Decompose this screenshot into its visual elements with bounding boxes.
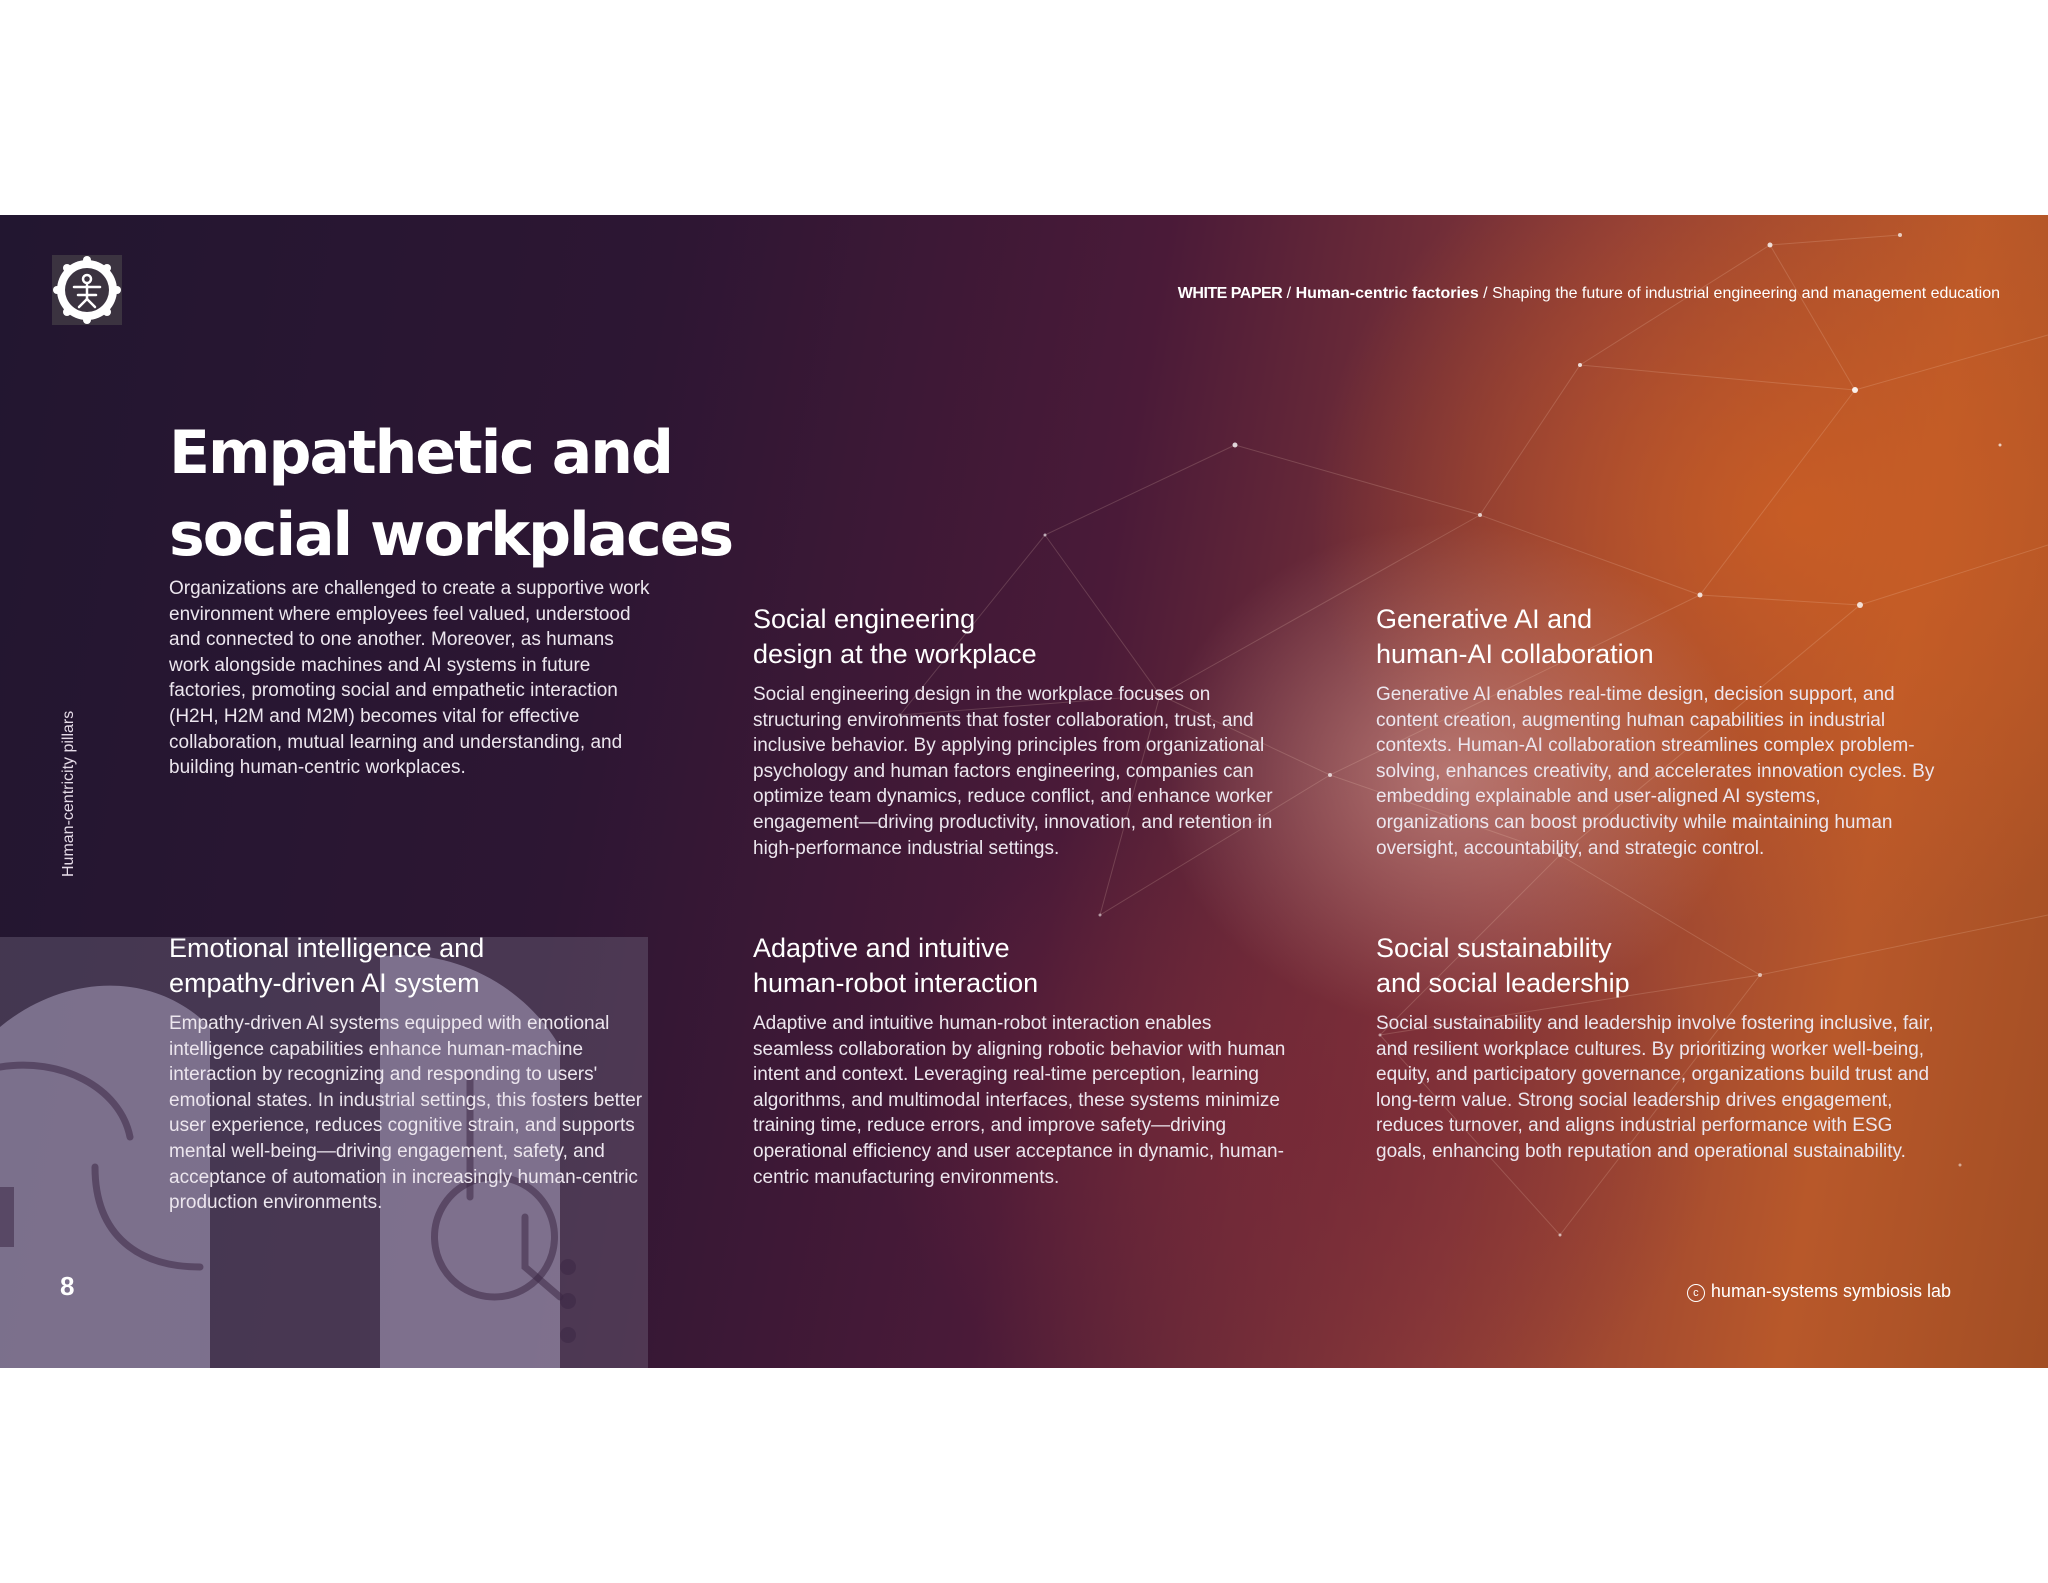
section-heading-line-2: human-AI collaboration [1376,639,1654,669]
section-heading [169,931,659,1001]
intro-paragraph: Organizations are challenged to create a supportive work environment where employees feel valued, understood and connected to one another. Moreover, as humans work alongside machines and AI systems in future factories, promoting social and empathetic interaction (H2H, H2M and M2M) becomes vital for effective collaboration, mutual learning and understanding, and building human-centric workplaces. [169,578,650,779]
lab-logo [52,255,122,325]
breadcrumb-section: Human-centric factories [1295,285,1479,302]
section-body: Adaptive and intuitive human-robot interaction enables seamless collaboration by aligning robotic behavior with human intent and context. Leveraging real-time perception, learning algorithms, and multimodal interfaces, these systems minimize training time, reduce errors, and improve safety—driving operational efficiency and user acceptance in dynamic, human-centric manufacturing environments. [753,1013,1286,1188]
section-heading [1376,931,1936,1001]
section-heading-line-1: Emotional intelligence and [169,933,485,963]
section-heading-line-1: Social sustainability [1376,933,1612,963]
breadcrumb-white-paper: WHITE PAPER [1177,285,1283,302]
breadcrumb-separator: / [1282,285,1296,302]
copyright-icon: c [1687,1284,1705,1302]
section-social-engineering [753,602,1293,861]
page-title-line-1: Empathetic and [169,418,672,488]
section-heading-line-2: design at the workplace [753,639,1037,669]
section-heading [753,602,1293,672]
page-title-line-2: social workplaces [169,500,733,570]
page-number: 8 [60,1271,75,1301]
section-body: Generative AI enables real-time design, decision support, and content creation, augmenting human capabilities in industrial contexts. Human-AI collaboration streamlines complex problem-solving, enhances creativity, and accelerates innovation cycles. By embedding explainable and user-aligned AI systems, organizations can boost productivity while maintaining human oversight, accountability, and strategic control. [1376,684,1935,859]
breadcrumb [1178,285,2000,303]
section-generative-ai [1376,602,1936,861]
section-heading-line-2: empathy-driven AI system [169,968,480,998]
copyright-notice [1687,1281,1951,1302]
section-human-robot-interaction [753,931,1293,1190]
section-heading-line-1: Adaptive and intuitive [753,933,1010,963]
slide-background [0,215,2048,1368]
section-heading [753,931,1293,1001]
section-emotional-intelligence [169,931,659,1216]
section-heading [1376,602,1936,672]
section-heading-line-2: human-robot interaction [753,968,1039,998]
section-heading-line-1: Generative AI and [1376,604,1593,634]
section-social-sustainability [1376,931,1936,1165]
side-section-label: Human-centricity pillars [60,710,77,877]
section-heading-line-2: and social leadership [1376,968,1630,998]
page-title [169,412,889,576]
breadcrumb-separator: / [1478,285,1493,302]
copyright-text: human-systems symbiosis lab [1710,1281,1951,1301]
section-body: Social engineering design in the workplace focuses on structuring environments that foster collaboration, trust, and inclusive behavior. By applying principles from organizational psychology and human factors engineering, companies can optimize team dynamics, reduce conflict, and enhance worker engagement—driving productivity, innovation, and retention in high-performance industrial settings. [753,684,1273,859]
section-body: Empathy-driven AI systems equipped with emotional intelligence capabilities enhance human-machine interaction by recognizing and responding to users' emotional states. In industrial settings, this fosters better user experience, reduces cognitive strain, and supports mental well-being—driving engagement, safety, and acceptance of automation in increasingly human-centric production environments. [169,1013,643,1214]
section-heading-line-1: Social engineering [753,604,976,634]
lab-seal-logo-icon [52,255,122,325]
section-body: Social sustainability and leadership involve fostering inclusive, fair, and resilient workplace cultures. By prioritizing worker well-being, equity, and participatory governance, organizations build trust and long-term value. Strong social leadership drives engagement, reduces turnover, and aligns industrial performance with ESG goals, enhancing both reputation and operational sustainability. [1376,1013,1934,1162]
breadcrumb-subtitle: Shaping the future of industrial engineering and management education [1492,285,2000,302]
